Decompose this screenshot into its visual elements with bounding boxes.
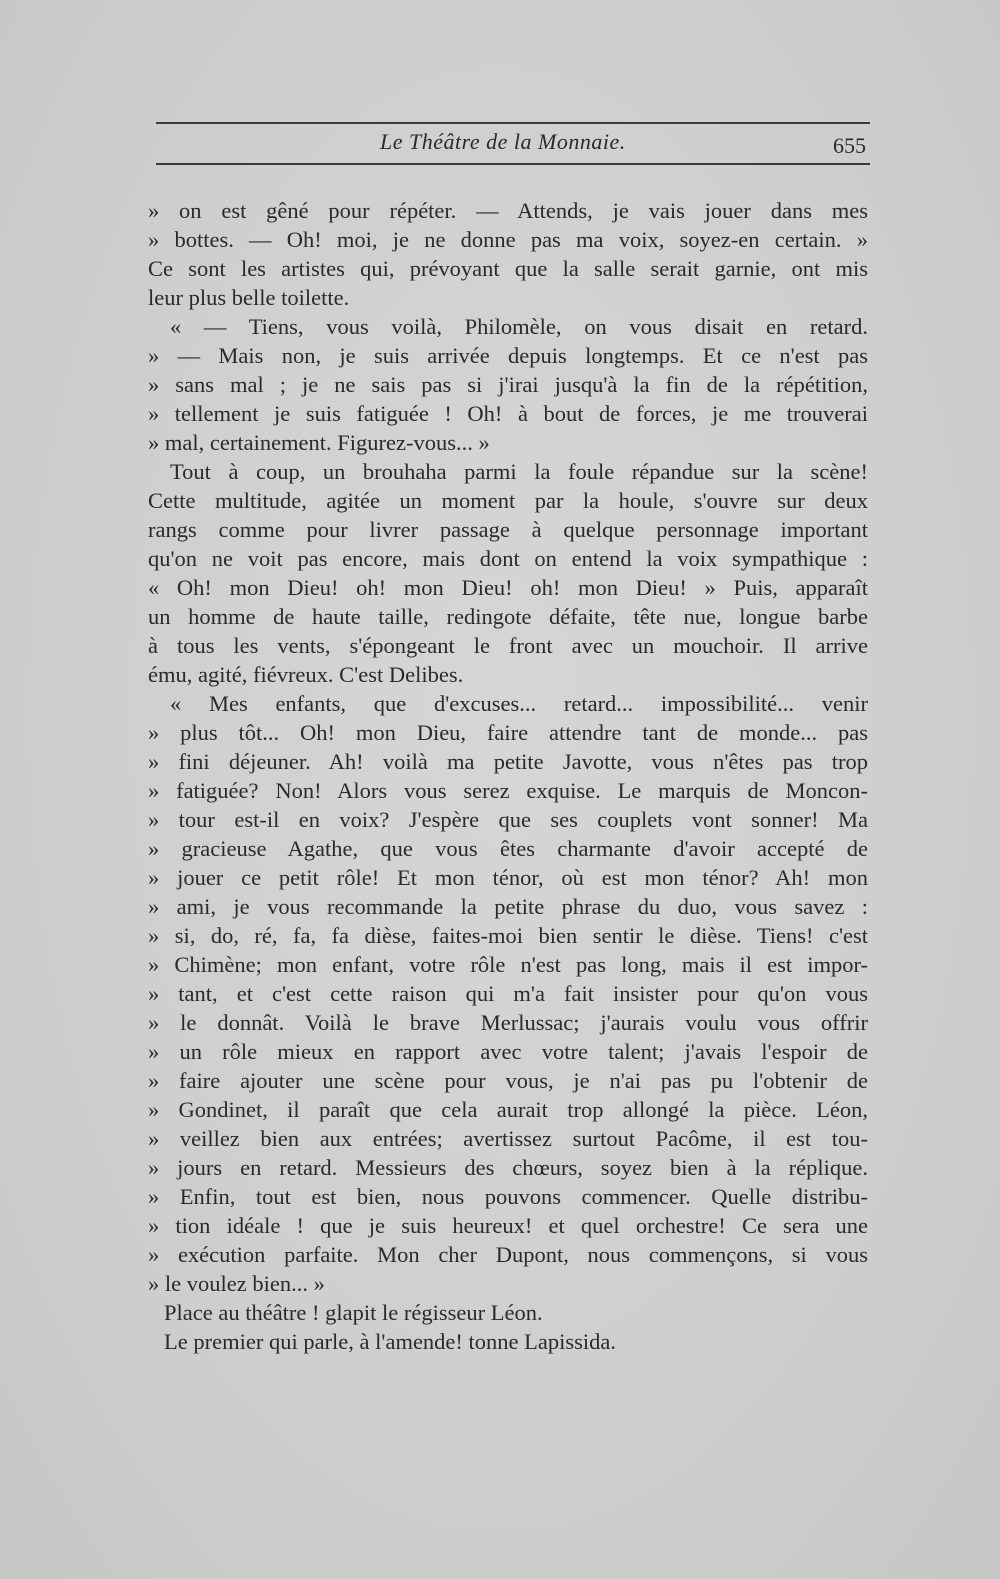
text-line: leur plus belle toilette. xyxy=(148,285,350,310)
text-line: un homme de haute taille, redingote défaite, tête nue, longue barbe xyxy=(148,604,868,629)
text-line: Place au théâtre ! glapit le régisseur Léon. xyxy=(164,1300,543,1325)
text-line: » plus tôt... Oh! mon Dieu, faire attendre tant de monde... pas xyxy=(148,720,868,745)
text-line: » tion idéale ! que je suis heureux! et quel orchestre! Ce sera une xyxy=(148,1213,868,1238)
text-line: » jouer ce petit rôle! Et mon ténor, où est mon ténor? Ah! mon xyxy=(148,865,868,890)
text-line: » Chimène; mon enfant, votre rôle n'est pas long, mais il est impor- xyxy=(148,952,868,977)
body-text xyxy=(148,196,868,1356)
text-line: Tout à coup, un brouhaha parmi la foule répandue sur la scène! xyxy=(170,459,868,484)
text-line: rangs comme pour livrer passage à quelque personnage important xyxy=(148,517,868,542)
text-line: » tellement je suis fatiguée ! Oh! à bout de forces, je me trouverai xyxy=(148,401,868,426)
page-number: 655 xyxy=(833,133,866,158)
text-line: « Oh! mon Dieu! oh! mon Dieu! oh! mon Dieu! » Puis, apparaît xyxy=(148,575,868,600)
text-line: Cette multitude, agitée un moment par la houle, s'ouvre sur deux xyxy=(148,488,868,513)
text-line: » mal, certainement. Figurez-vous... » xyxy=(148,430,490,455)
text-line: Ce sont les artistes qui, prévoyant que la salle serait garnie, ont mis xyxy=(148,256,868,281)
running-title: Le Théâtre de la Monnaie. xyxy=(380,129,626,154)
text-line: » sans mal ; je ne sais pas si j'irai jusqu'à la fin de la répétition, xyxy=(148,372,868,397)
text-line: » Gondinet, il paraît que cela aurait trop allongé la pièce. Léon, xyxy=(148,1097,868,1122)
text-line: ému, agité, fiévreux. C'est Delibes. xyxy=(148,662,464,687)
text-line: » on est gêné pour répéter. — Attends, je vais jouer dans mes xyxy=(148,198,868,223)
text-line: » ami, je vous recommande la petite phrase du duo, vous savez : xyxy=(148,894,868,919)
text-line: » exécution parfaite. Mon cher Dupont, nous commençons, si vous xyxy=(148,1242,868,1267)
header-bottom-rule xyxy=(156,163,870,165)
text-line: » gracieuse Agathe, que vous êtes charmante d'avoir accepté de xyxy=(148,836,868,861)
text-line: » bottes. — Oh! moi, je ne donne pas ma voix, soyez-en certain. » xyxy=(148,227,868,252)
text-line: » le voulez bien... » xyxy=(148,1271,325,1296)
text-line: » fini déjeuner. Ah! voilà ma petite Javotte, vous n'êtes pas trop xyxy=(148,749,868,774)
text-line: » faire ajouter une scène pour vous, je n'ai pas pu l'obtenir de xyxy=(148,1068,868,1093)
text-line: « Mes enfants, que d'excuses... retard... impossibilité... venir xyxy=(170,691,868,716)
text-line: » le donnât. Voilà le brave Merlussac; j'aurais voulu vous offrir xyxy=(148,1010,868,1035)
text-line: » un rôle mieux en rapport avec votre talent; j'avais l'espoir de xyxy=(148,1039,868,1064)
text-line: à tous les vents, s'épongeant le front avec un mouchoir. Il arrive xyxy=(148,633,868,658)
text-line: » veillez bien aux entrées; avertissez surtout Pacôme, il est tou- xyxy=(148,1126,868,1151)
text-line: qu'on ne voit pas encore, mais dont on entend la voix sympathique : xyxy=(148,546,868,571)
header-top-rule xyxy=(156,122,870,124)
text-line: » si, do, ré, fa, fa dièse, faites-moi bien sentir le dièse. Tiens! c'est xyxy=(148,923,868,948)
text-line: » fatiguée? Non! Alors vous serez exquise. Le marquis de Moncon- xyxy=(148,778,868,803)
text-line: « — Tiens, vous voilà, Philomèle, on vous disait en retard. xyxy=(170,314,868,339)
text-line: » tour est-il en voix? J'espère que ses couplets vont sonner! Ma xyxy=(148,807,868,832)
text-line: Le premier qui parle, à l'amende! tonne Lapissida. xyxy=(164,1329,616,1354)
text-line: » — Mais non, je suis arrivée depuis longtemps. Et ce n'est pas xyxy=(148,343,868,368)
text-line: » jours en retard. Messieurs des chœurs, soyez bien à la réplique. xyxy=(148,1155,868,1180)
text-line: » Enfin, tout est bien, nous pouvons commencer. Quelle distribu- xyxy=(148,1184,868,1209)
text-line: » tant, et c'est cette raison qui m'a fait insister pour qu'on vous xyxy=(148,981,868,1006)
